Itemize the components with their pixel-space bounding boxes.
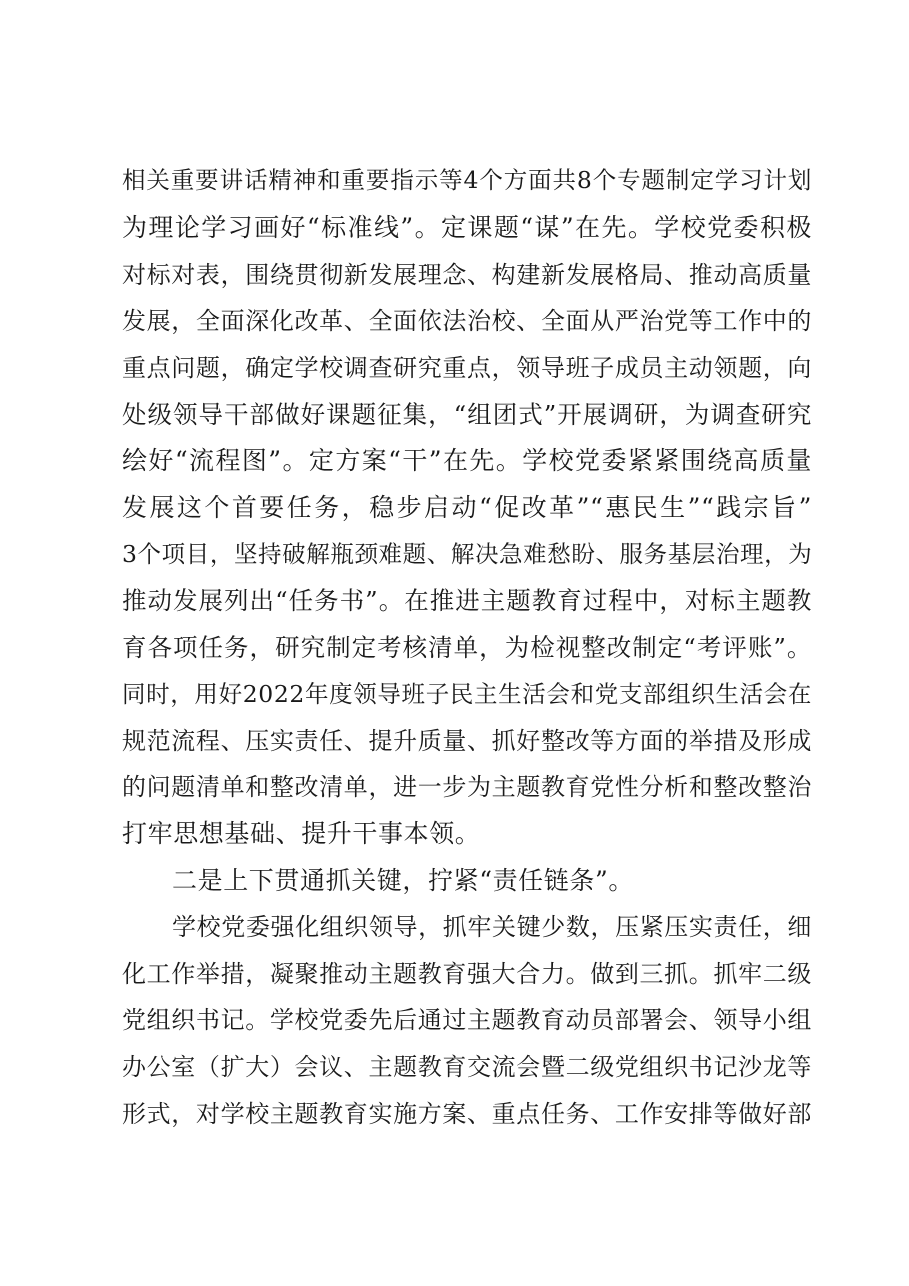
body-line-15: 打牢思想基础、提升干事本领。 — [122, 819, 481, 848]
body-line-8: 发展这个首要任务，稳步启动“促改革”“惠民生”“践宗旨” — [122, 493, 812, 522]
section-heading: 二是上下贯通抓关键，拧紧“责任链条”。 — [172, 866, 634, 895]
body-line-11: 育各项任务，研究制定考核清单，为检视整改制定“考评账”。 — [122, 633, 812, 662]
body-line-10: 推动发展列出“任务书”。在推进主题教育过程中，对标主题教 — [122, 586, 812, 615]
body-line-19: 党组织书记。学校党委先后通过主题教育动员部署会、领导小组 — [122, 1006, 812, 1034]
body-line-20: 办公室（扩大）会议、主题教育交流会暨二级党组织书记沙龙等 — [122, 1053, 812, 1081]
body-line-13: 规范流程、压实责任、提升质量、抓好整改等方面的举措及形成 — [122, 727, 812, 755]
body-line-5: 重点问题，确定学校调查研究重点，领导班子成员主动领题，向 — [122, 354, 812, 382]
body-line-9: 3个项目，坚持破解瓶颈难题、解决急难愁盼、服务基层治理，为 — [122, 540, 813, 568]
body-line-3: 对标对表，围绕贯彻新发展理念、构建新发展格局、推动高质量 — [122, 261, 812, 289]
body-line-14: 的问题清单和整改清单，进一步为主题教育党性分析和整改整治 — [122, 773, 812, 801]
body-line-6: 处级领导干部做好课题征集，“组团式”开展调研，为调查研究 — [122, 400, 812, 429]
body-line-1: 相关重要讲话精神和重要指示等4个方面共8个专题制定学习计划 — [122, 166, 812, 194]
body-line-12: 同时，用好2022年度领导班子民主生活会和党支部组织生活会在 — [122, 680, 812, 708]
body-line-17: 学校党委强化组织领导，抓牢关键少数，压紧压实责任，细 — [172, 913, 812, 941]
body-line-7: 绘好“流程图”。定方案“干”在先。学校党委紧紧围绕高质量 — [122, 446, 812, 475]
body-line-18: 化工作举措，凝聚推动主题教育强大合力。做到三抓。抓牢二级 — [122, 960, 812, 988]
body-line-21: 形式，对学校主题教育实施方案、重点任务、工作安排等做好部 — [122, 1100, 812, 1128]
body-line-4: 发展，全面深化改革、全面依法治校、全面从严治党等工作中的 — [122, 307, 812, 335]
body-line-2: 为理论学习画好“标准线”。定课题“谋”在先。学校党委积极 — [122, 213, 812, 242]
